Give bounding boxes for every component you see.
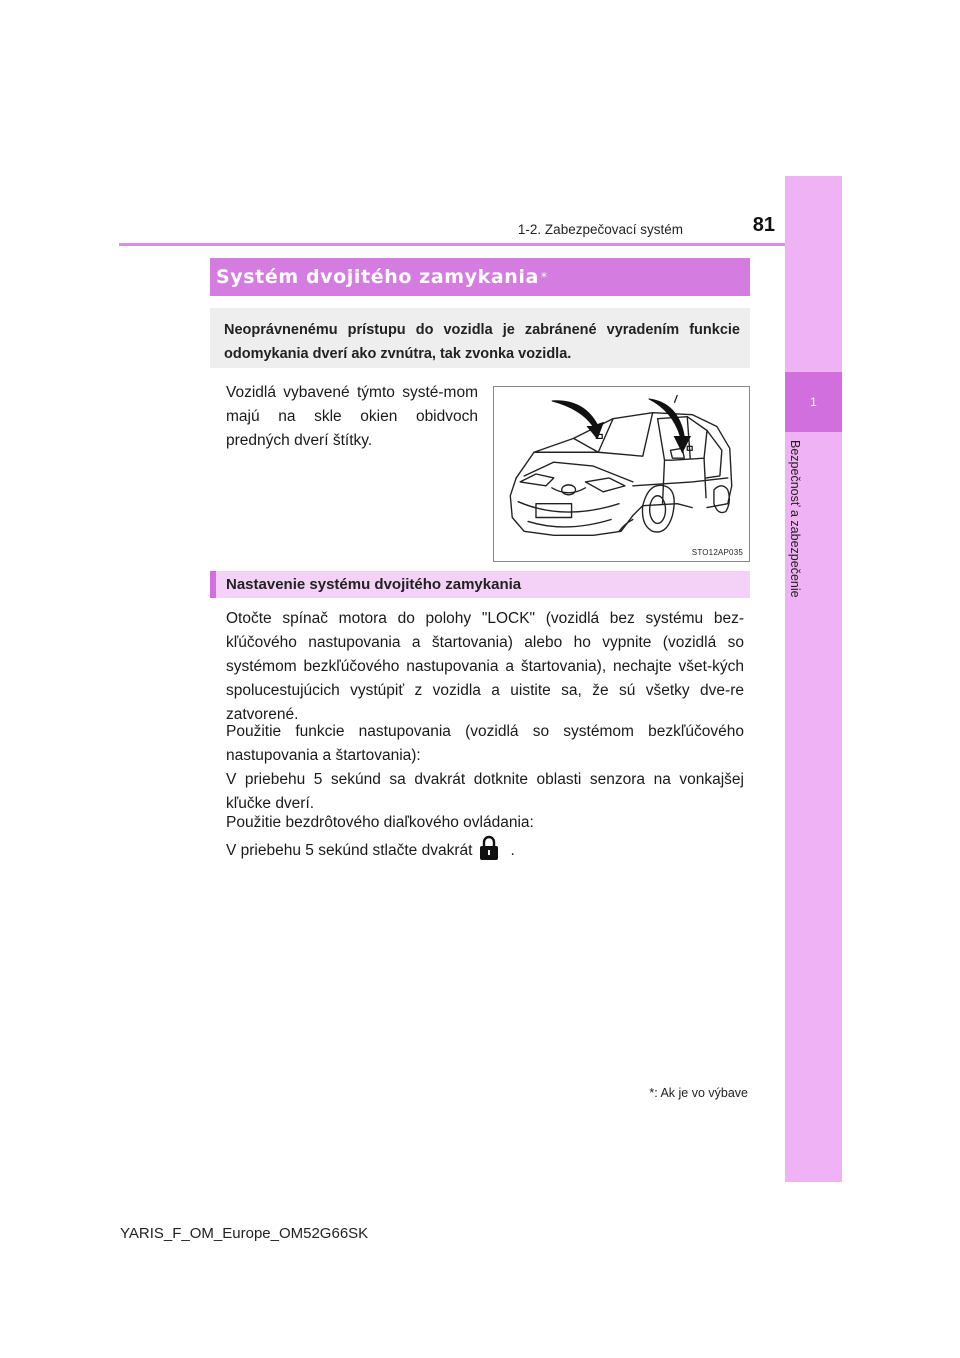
figure-code: STO12AP035	[691, 548, 743, 557]
remote-control-instruction-end: .	[510, 842, 515, 859]
subsection-title: Nastavenie systému dvojitého zamykania	[210, 571, 750, 598]
header-divider	[119, 243, 785, 246]
page-title	[210, 258, 750, 296]
page-number: 81	[752, 214, 775, 236]
page-title-text: Systém dvojitého zamykania	[216, 266, 539, 288]
paragraph-entry-function	[226, 720, 744, 816]
footnote	[560, 1086, 748, 1100]
chapter-number: 1	[785, 372, 842, 432]
chapter-side-tab	[785, 176, 842, 1182]
remote-control-instruction-text: V priebehu 5 sekúnd stlačte dvakrát	[226, 842, 473, 859]
remote-control-heading: Použitie bezdrôtového diaľkového ovládania:	[226, 814, 534, 831]
section-heading: 1-2. Zabezpečovací systém	[517, 222, 683, 237]
lead-paragraph: Vozidlá vybavené týmto systé-mom majú na skle okien obidvoch predných dverí štítky.	[226, 384, 478, 449]
car-drawing	[494, 387, 749, 561]
entry-function-heading: Použitie funkcie nastupovania (vozidlá so systémom bezkľúčového nastupovania a štartovania):	[226, 723, 744, 764]
optional-equipment-mark: *	[540, 270, 548, 284]
document-code: YARIS_F_OM_Europe_OM52G66SK	[120, 1225, 369, 1242]
remote-control-instruction	[226, 835, 744, 869]
footnote-mark: *	[649, 1086, 655, 1100]
footnote-text: : Ak je vo výbave	[654, 1086, 748, 1100]
chapter-label: Bezpečnosť a zabezpečenie	[788, 440, 802, 598]
car-illustration	[493, 386, 750, 562]
intro-box: Neoprávnenému prístupu do vozidla je zabránené vyradením funkcie odomykania dverí ako zvnútra, tak zvonka vozidla.	[210, 308, 750, 368]
entry-function-instruction: V priebehu 5 sekúnd sa dvakrát dotknite oblasti senzora na vonkajšej kľučke dverí.	[226, 771, 744, 812]
paragraph-step: Otočte spínač motora do polohy "LOCK" (vozidlá bez systému bez-kľúčového nastupovania a štartovania) alebo ho vypnite (vozidlá so systémom bezkľúčového nastupovania a štartovania), nechajte všet-kých spolucestujúcich vystúpiť z vozidla a uistite sa, že sú všetky dve-re zatvorené.	[226, 610, 744, 723]
lock-icon	[478, 835, 500, 869]
paragraph-remote-control	[226, 811, 744, 869]
